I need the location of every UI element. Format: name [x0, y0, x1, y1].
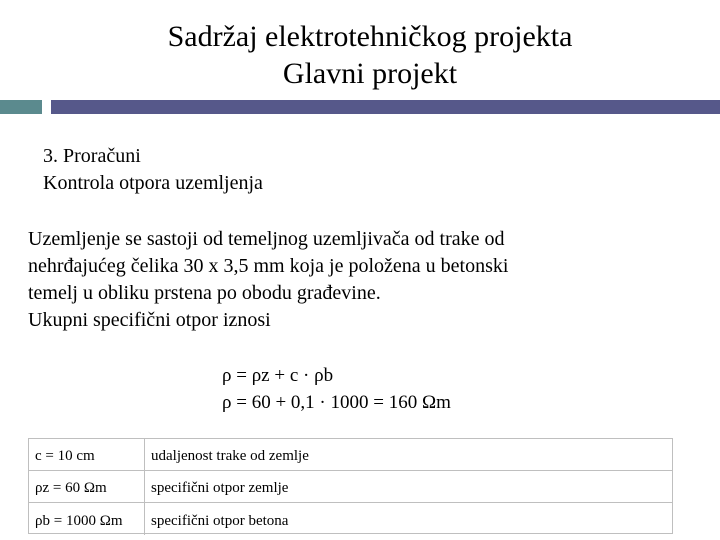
body-paragraph: [28, 226, 678, 334]
param-description: specifični otpor betona: [151, 513, 289, 529]
body-line-2: nehrđajućeg čelika 30 x 3,5 mm koja je položena u betonski: [28, 255, 509, 277]
body-line-1: Uzemljenje se sastoji od temeljnog uzemljivača od trake od: [28, 228, 505, 250]
formula-line-1: ρ = ρz + c · ρb: [222, 365, 334, 386]
section-subtitle: Kontrola otpora uzemljenja: [43, 172, 263, 194]
formula-block: [222, 362, 522, 416]
body-line-4: Ukupni specifični otpor iznosi: [28, 309, 271, 331]
accent-block: [0, 100, 42, 114]
param-symbol: c = 10 cm: [29, 439, 145, 470]
body-line-3: temelj u obliku prstena po obodu građevine.: [28, 282, 381, 304]
section-heading: [43, 143, 263, 197]
param-symbol: ρb = 1000 Ωm: [29, 503, 145, 535]
section-number-title: 3. Proračuni: [43, 145, 141, 167]
param-symbol: ρz = 60 Ωm: [29, 471, 145, 502]
param-description: udaljenost trake od zemlje: [151, 448, 309, 464]
param-description: specifični otpor zemlje: [151, 480, 289, 496]
slide-title: [60, 18, 680, 92]
formula-line-2: ρ = 60 + 0,1 · 1000 = 160 Ωm: [222, 392, 451, 413]
table-row: [29, 503, 672, 535]
table-row: [29, 471, 672, 503]
title-line-1: Sadržaj elektrotehničkog projekta: [167, 20, 573, 53]
table-row: [29, 439, 672, 471]
title-line-2: Glavni projekt: [282, 57, 458, 90]
parameters-table: [28, 438, 673, 534]
accent-bar: [51, 100, 720, 114]
